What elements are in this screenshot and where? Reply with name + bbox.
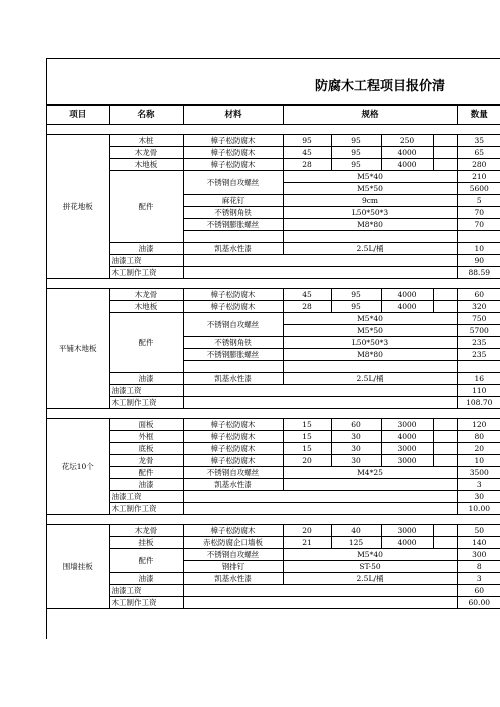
spec-thickness: 28 — [283, 301, 331, 313]
table-row — [47, 313, 500, 325]
table-row — [47, 301, 500, 313]
header-qty: 数量 — [457, 106, 500, 125]
item-material: 樟子松防腐木 — [183, 455, 283, 467]
item-material: 樟子松防腐木 — [183, 301, 283, 313]
spec-extra — [433, 289, 457, 301]
item-material: 凯基水性漆 — [183, 573, 283, 585]
spec-merged: 2.5L/桶 — [283, 573, 457, 585]
item-qty: 20 — [457, 443, 500, 455]
table-row — [47, 525, 500, 537]
spec-extra — [433, 147, 457, 159]
item-material: 凯基水性漆 — [183, 373, 283, 385]
item-qty: 70 — [457, 207, 500, 219]
item-qty: 140 — [457, 537, 500, 549]
spec-extra — [433, 455, 457, 467]
project-cell: 平铺木地板 — [47, 289, 109, 409]
item-material: 不锈钢膨胀螺丝 — [183, 349, 283, 361]
table-row — [47, 455, 500, 467]
item-name: 油漆 — [109, 243, 183, 255]
table-row — [47, 549, 500, 561]
spec-length: 4000 — [381, 289, 433, 301]
header-material: 材料 — [183, 106, 283, 125]
spec-width: 95 — [331, 135, 381, 147]
table-row — [47, 537, 500, 549]
item-qty — [457, 231, 500, 243]
spec-thickness: 15 — [283, 419, 331, 431]
item-qty: 80 — [457, 431, 500, 443]
spec-width: 30 — [331, 455, 381, 467]
spec-merged: M8*80 — [283, 219, 457, 231]
table-row — [47, 443, 500, 455]
project-cell: 拼花地板 — [47, 135, 109, 279]
table-row — [47, 289, 500, 301]
spec-extra — [433, 135, 457, 147]
spec-merged: 2.5L/桶 — [283, 373, 457, 385]
item-name: 木龙骨 — [109, 289, 183, 301]
spec-extra — [433, 537, 457, 549]
table-row — [47, 431, 500, 443]
spec-extra — [433, 431, 457, 443]
labor-blank — [183, 267, 457, 279]
spec-merged: ST-50 — [283, 561, 457, 573]
spec-merged — [283, 479, 457, 491]
item-material: 麻花钉 — [183, 195, 283, 207]
spec-extra — [433, 159, 457, 171]
item-material — [183, 361, 283, 373]
spec-merged: 2.5L/桶 — [283, 243, 457, 255]
item-qty: 750 — [457, 313, 500, 325]
spec-merged: 9cm — [283, 195, 457, 207]
item-material: 不锈钢自攻螺丝 — [183, 549, 283, 561]
spec-length: 4000 — [381, 159, 433, 171]
item-qty: 60 — [457, 585, 500, 597]
item-name: 配件 — [109, 467, 183, 479]
item-name: 油漆工资 — [109, 491, 183, 503]
spec-merged: M8*80 — [283, 349, 457, 361]
item-name: 木龙骨 — [109, 147, 183, 159]
item-material: 凯基水性漆 — [183, 479, 283, 491]
table-row — [47, 267, 500, 279]
table-row — [47, 397, 500, 409]
spec-length: 3000 — [381, 443, 433, 455]
table-row — [47, 385, 500, 397]
spec-merged — [283, 361, 457, 373]
header-project: 项目 — [47, 106, 109, 125]
item-material: 樟子松防腐木 — [183, 525, 283, 537]
item-qty: 3 — [457, 479, 500, 491]
item-qty: 60.00 — [457, 597, 500, 609]
table-row — [47, 503, 500, 515]
spec-width: 95 — [331, 147, 381, 159]
spacer-row — [47, 279, 500, 289]
item-qty: 60 — [457, 289, 500, 301]
spec-width: 125 — [331, 537, 381, 549]
item-qty: 10 — [457, 455, 500, 467]
item-qty: 30 — [457, 491, 500, 503]
item-qty: 5700 — [457, 325, 500, 337]
spec-thickness: 95 — [283, 135, 331, 147]
spec-width: 95 — [331, 289, 381, 301]
item-material: 不锈钢角铁 — [183, 337, 283, 349]
spacer-row — [47, 515, 500, 525]
spec-thickness: 21 — [283, 537, 331, 549]
item-name: 龙骨 — [109, 455, 183, 467]
item-name: 木地板 — [109, 301, 183, 313]
item-qty: 210 — [457, 171, 500, 183]
item-qty: 65 — [457, 147, 500, 159]
spec-extra — [433, 301, 457, 313]
table-row — [47, 491, 500, 503]
item-qty: 8 — [457, 561, 500, 573]
spec-thickness: 45 — [283, 147, 331, 159]
spec-width: 30 — [331, 431, 381, 443]
item-material — [183, 231, 283, 243]
item-material: 不锈钢自攻螺丝 — [183, 467, 283, 479]
title-row — [47, 59, 500, 105]
item-qty: 280 — [457, 159, 500, 171]
item-name: 面板 — [109, 419, 183, 431]
item-qty: 300 — [457, 549, 500, 561]
item-qty: 110 — [457, 385, 500, 397]
spec-length: 3000 — [381, 455, 433, 467]
table-row — [47, 597, 500, 609]
spec-width: 95 — [331, 159, 381, 171]
item-name: 木工制作工资 — [109, 597, 183, 609]
spec-width: 30 — [331, 443, 381, 455]
item-material: 樟子松防腐木 — [183, 159, 283, 171]
item-qty: 90 — [457, 255, 500, 267]
parts-label: 配件 — [109, 549, 183, 573]
spec-length: 4000 — [381, 147, 433, 159]
item-material: 不锈钢自攻螺丝 — [183, 313, 283, 337]
spec-merged: M5*40 — [283, 549, 457, 561]
spec-width: 60 — [331, 419, 381, 431]
item-name: 油漆 — [109, 373, 183, 385]
item-name: 挂板 — [109, 537, 183, 549]
labor-blank — [183, 503, 457, 515]
spec-thickness: 15 — [283, 443, 331, 455]
spec-length: 3000 — [381, 419, 433, 431]
spec-extra — [433, 443, 457, 455]
item-qty: 88.59 — [457, 267, 500, 279]
spec-merged: L50*50*3 — [283, 337, 457, 349]
spec-length: 4000 — [381, 301, 433, 313]
item-material: 樟子松防腐木 — [183, 443, 283, 455]
table-row — [47, 573, 500, 585]
spec-length: 4000 — [381, 537, 433, 549]
spec-thickness: 45 — [283, 289, 331, 301]
spec-thickness: 28 — [283, 159, 331, 171]
spec-width: 40 — [331, 525, 381, 537]
table-row — [47, 147, 500, 159]
project-cell: 围墙挂板 — [47, 525, 109, 609]
table-row — [47, 171, 500, 183]
spec-width: 95 — [331, 301, 381, 313]
spec-extra — [433, 419, 457, 431]
labor-blank — [183, 397, 457, 409]
item-material: 樟子松防腐木 — [183, 419, 283, 431]
labor-blank — [183, 491, 457, 503]
item-qty: 16 — [457, 373, 500, 385]
table-row — [47, 159, 500, 171]
header-row — [47, 106, 500, 125]
item-qty: 10.00 — [457, 503, 500, 515]
item-material: 樟子松防腐木 — [183, 431, 283, 443]
table-row — [47, 419, 500, 431]
spec-merged: M5*50 — [283, 325, 457, 337]
spacer-row — [47, 409, 500, 419]
spec-merged: M4*25 — [283, 467, 457, 479]
item-name: 油漆工资 — [109, 585, 183, 597]
item-name: 木工制作工资 — [109, 397, 183, 409]
item-qty: 3500 — [457, 467, 500, 479]
item-material: 赤松防腐企口墙板 — [183, 537, 283, 549]
item-name: 底板 — [109, 443, 183, 455]
spacer-row — [47, 125, 500, 135]
item-qty: 70 — [457, 219, 500, 231]
table-row — [47, 243, 500, 255]
item-name: 木龙骨 — [109, 525, 183, 537]
item-material: 不锈钢膨胀螺丝 — [183, 219, 283, 231]
spec-merged: M5*50 — [283, 183, 457, 195]
table-row — [47, 255, 500, 267]
item-material: 凯基水性漆 — [183, 243, 283, 255]
item-name: 木工制作工资 — [109, 503, 183, 515]
item-name: 油漆 — [109, 573, 183, 585]
spec-thickness: 15 — [283, 431, 331, 443]
item-qty: 5600 — [457, 183, 500, 195]
item-name: 油漆 — [109, 479, 183, 491]
item-name: 外框 — [109, 431, 183, 443]
sheet-title: 防腐木工程项目报价清 — [315, 79, 446, 94]
labor-blank — [183, 597, 457, 609]
header-spec: 规格 — [283, 106, 457, 125]
table-row — [47, 373, 500, 385]
labor-blank — [183, 385, 457, 397]
table-row — [47, 479, 500, 491]
item-qty: 235 — [457, 337, 500, 349]
spec-length: 4000 — [381, 431, 433, 443]
project-cell: 花坛10个 — [47, 419, 109, 515]
item-name: 木地板 — [109, 159, 183, 171]
item-name: 油漆工资 — [109, 255, 183, 267]
item-qty: 320 — [457, 301, 500, 313]
header-name: 名称 — [109, 106, 183, 125]
spec-merged: L50*50*3 — [283, 207, 457, 219]
item-qty: 108.70 — [457, 397, 500, 409]
spec-merged — [283, 231, 457, 243]
item-qty: 10 — [457, 243, 500, 255]
spec-thickness: 20 — [283, 525, 331, 537]
item-material: 不锈钢自攻螺丝 — [183, 171, 283, 195]
item-qty: 5 — [457, 195, 500, 207]
parts-label: 配件 — [109, 313, 183, 373]
spec-length: 250 — [381, 135, 433, 147]
item-name: 木桩 — [109, 135, 183, 147]
item-material: 樟子松防腐木 — [183, 289, 283, 301]
item-qty: 50 — [457, 525, 500, 537]
table-row — [47, 135, 500, 147]
parts-label: 配件 — [109, 171, 183, 243]
item-material: 不锈钢角铁 — [183, 207, 283, 219]
item-name: 木工制作工资 — [109, 267, 183, 279]
quote-sheet — [46, 58, 500, 639]
item-qty — [457, 361, 500, 373]
spec-extra — [433, 525, 457, 537]
spec-length: 3000 — [381, 525, 433, 537]
labor-blank — [183, 585, 457, 597]
labor-blank — [183, 255, 457, 267]
item-qty: 235 — [457, 349, 500, 361]
spec-merged: M5*40 — [283, 313, 457, 325]
item-qty: 35 — [457, 135, 500, 147]
item-material: 樟子松防腐木 — [183, 147, 283, 159]
item-qty: 3 — [457, 573, 500, 585]
item-name: 油漆工资 — [109, 385, 183, 397]
table-row — [47, 467, 500, 479]
item-qty: 120 — [457, 419, 500, 431]
table-row — [47, 585, 500, 597]
quote-table — [47, 105, 500, 609]
spec-thickness: 20 — [283, 455, 331, 467]
spec-merged: M5*40 — [283, 171, 457, 183]
item-material: 钢排钉 — [183, 561, 283, 573]
item-material: 樟子松防腐木 — [183, 135, 283, 147]
